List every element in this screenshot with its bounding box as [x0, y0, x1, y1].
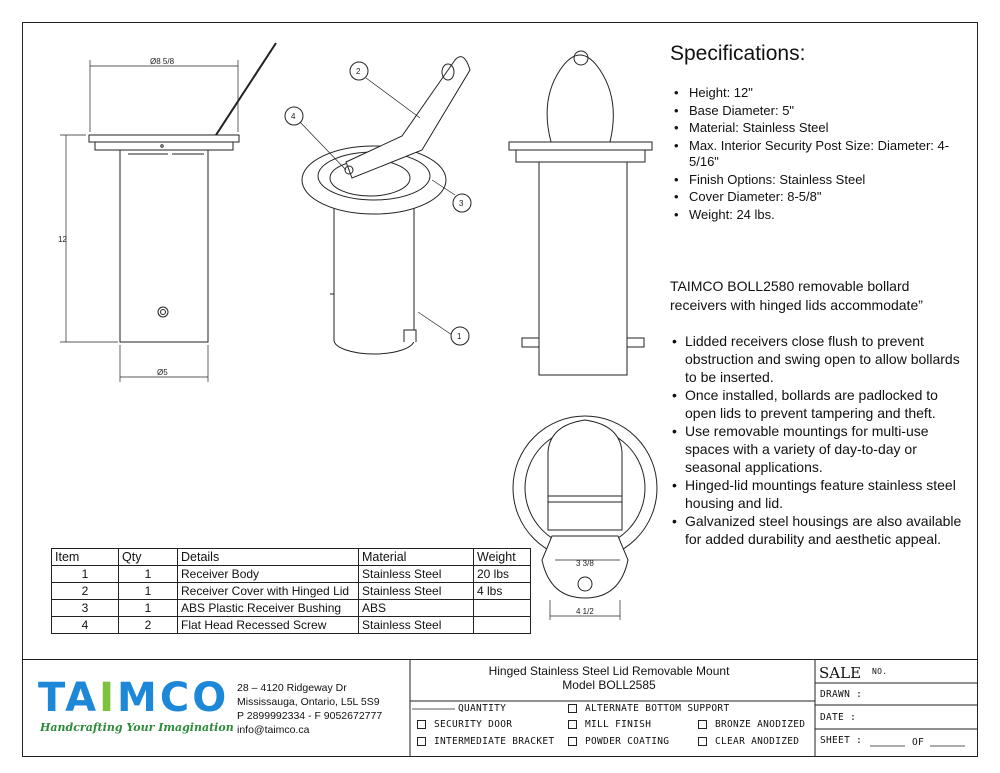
dim-top-outer-label: 4 1/2	[576, 607, 594, 616]
table-row	[52, 566, 531, 583]
checkbox[interactable]	[568, 737, 577, 746]
dim-cover-label: Ø8 5/8	[150, 57, 175, 66]
option-alternate-bottom-support[interactable]	[568, 703, 729, 714]
of-label: OF	[912, 737, 925, 748]
option-security-door[interactable]	[417, 719, 512, 730]
option-label: ALTERNATE BOTTOM SUPPORT	[585, 703, 730, 714]
checkbox[interactable]	[417, 720, 426, 729]
feature-item: • Use removable mountings for multi-use spaces with a variety of day-to-day or seasonal applications.	[672, 422, 972, 476]
option-powder-coating[interactable]	[568, 736, 669, 747]
option-mill-finish[interactable]	[568, 719, 651, 730]
option-clear-anodized[interactable]	[698, 736, 799, 747]
spec-finish: • Finish Options: Stainless Steel	[672, 172, 972, 189]
logo-tagline: Handcrafting Your Imagination	[40, 721, 234, 734]
description-intro: TAIMCO BOLL2580 removable bollard receivers with hinged lids accommodate”	[670, 278, 923, 313]
spec-height: • Height: 12"	[672, 85, 972, 102]
bom-qty: 1	[119, 600, 178, 617]
bom-details: Flat Head Recessed Screw	[178, 617, 359, 634]
option-label: MILL FINISH	[585, 719, 652, 730]
feature-list	[672, 332, 972, 548]
checkbox[interactable]	[417, 737, 426, 746]
sale-label: SALE	[819, 664, 862, 682]
table-row	[52, 583, 531, 600]
bom-header-row	[52, 549, 531, 566]
bom-qty: 1	[119, 566, 178, 583]
bom-item: 2	[52, 583, 119, 600]
bom-details: ABS Plastic Receiver Bushing	[178, 600, 359, 617]
dim-base-label: Ø5	[157, 368, 168, 377]
option-label: BRONZE ANODIZED	[715, 719, 806, 730]
bom-details: Receiver Cover with Hinged Lid	[178, 583, 359, 600]
checkbox[interactable]	[568, 704, 577, 713]
bom-material: ABS	[359, 600, 474, 617]
dim-top-inner-label: 3 3/8	[576, 559, 594, 568]
option-intermediate-bracket[interactable]	[417, 736, 554, 747]
quantity-label: QUANTITY	[458, 703, 507, 714]
spec-base-diameter: • Base Diameter: 5"	[672, 103, 972, 120]
bom-weight: 4 lbs	[474, 583, 531, 600]
option-bronze-anodized[interactable]	[698, 719, 805, 730]
model-line-2: Model BOLL2585	[562, 678, 656, 692]
feature-item: • Once installed, bollards are padlocked to open lids to prevent tampering and theft.	[672, 386, 972, 422]
company-address	[237, 681, 382, 737]
option-label: CLEAR ANODIZED	[715, 736, 800, 747]
no-label: NO.	[872, 667, 888, 676]
address-line: 28 – 4120 Ridgeway Dr	[237, 682, 347, 694]
feature-item: • Lidded receivers close flush to prevent obstruction and swing open to allow bollards to be inserted.	[672, 332, 972, 386]
model-description	[410, 664, 808, 692]
address-line: Mississauga, Ontario, L5L 5S9	[237, 696, 380, 708]
bom-weight	[474, 617, 531, 634]
bom-item: 4	[52, 617, 119, 634]
bom-weight	[474, 600, 531, 617]
bom-material: Stainless Steel	[359, 566, 474, 583]
option-label: INTERMEDIATE BRACKET	[434, 736, 555, 747]
sheet-label: SHEET :	[820, 735, 863, 746]
spec-cover-diameter: • Cover Diameter: 8-5/8"	[672, 189, 972, 206]
taimco-logo: TAIMCO	[38, 675, 230, 721]
bom-item: 1	[52, 566, 119, 583]
bom-qty: 2	[119, 617, 178, 634]
balloon-3: 3	[459, 199, 464, 208]
email: info@taimco.ca	[237, 724, 310, 736]
bom-qty: 1	[119, 583, 178, 600]
bom-weight: 20 lbs	[474, 566, 531, 583]
bom-header-material: Material	[359, 549, 474, 566]
checkbox[interactable]	[698, 720, 707, 729]
drawn-label: DRAWN :	[820, 689, 863, 700]
checkbox[interactable]	[568, 720, 577, 729]
bom-details: Receiver Body	[178, 566, 359, 583]
table-row	[52, 617, 531, 634]
bom-material: Stainless Steel	[359, 583, 474, 600]
option-label: SECURITY DOOR	[434, 719, 513, 730]
spec-max-post-size: • Max. Interior Security Post Size: Diameter: 4-5/16"	[672, 138, 972, 171]
bill-of-materials	[51, 548, 531, 634]
bom-header-weight: Weight	[474, 549, 531, 566]
option-label: POWDER COATING	[585, 736, 670, 747]
balloon-4: 4	[291, 112, 296, 121]
checkbox[interactable]	[698, 737, 707, 746]
feature-item: • Galvanized steel housings are also available for added durability and aesthetic appeal.	[672, 512, 972, 548]
bom-header-details: Details	[178, 549, 359, 566]
date-label: DATE :	[820, 712, 857, 723]
spec-material: • Material: Stainless Steel	[672, 120, 972, 137]
feature-item: • Hinged-lid mountings feature stainless steel housing and lid.	[672, 476, 972, 512]
bom-header-item: Item	[52, 549, 119, 566]
phone-fax: P 2899992334 - F 9052672777	[237, 710, 383, 722]
dim-height-label: 12	[58, 235, 67, 244]
bom-header-qty: Qty	[119, 549, 178, 566]
specifications-title: Specifications:	[670, 42, 806, 65]
model-line-1: Hinged Stainless Steel Lid Removable Mount	[488, 664, 730, 678]
bom-item: 3	[52, 600, 119, 617]
balloon-2: 2	[356, 67, 361, 76]
balloon-1: 1	[457, 332, 462, 341]
bom-material: Stainless Steel	[359, 617, 474, 634]
spec-weight: • Weight: 24 lbs.	[672, 207, 972, 224]
table-row	[52, 600, 531, 617]
specifications-list	[672, 85, 972, 224]
